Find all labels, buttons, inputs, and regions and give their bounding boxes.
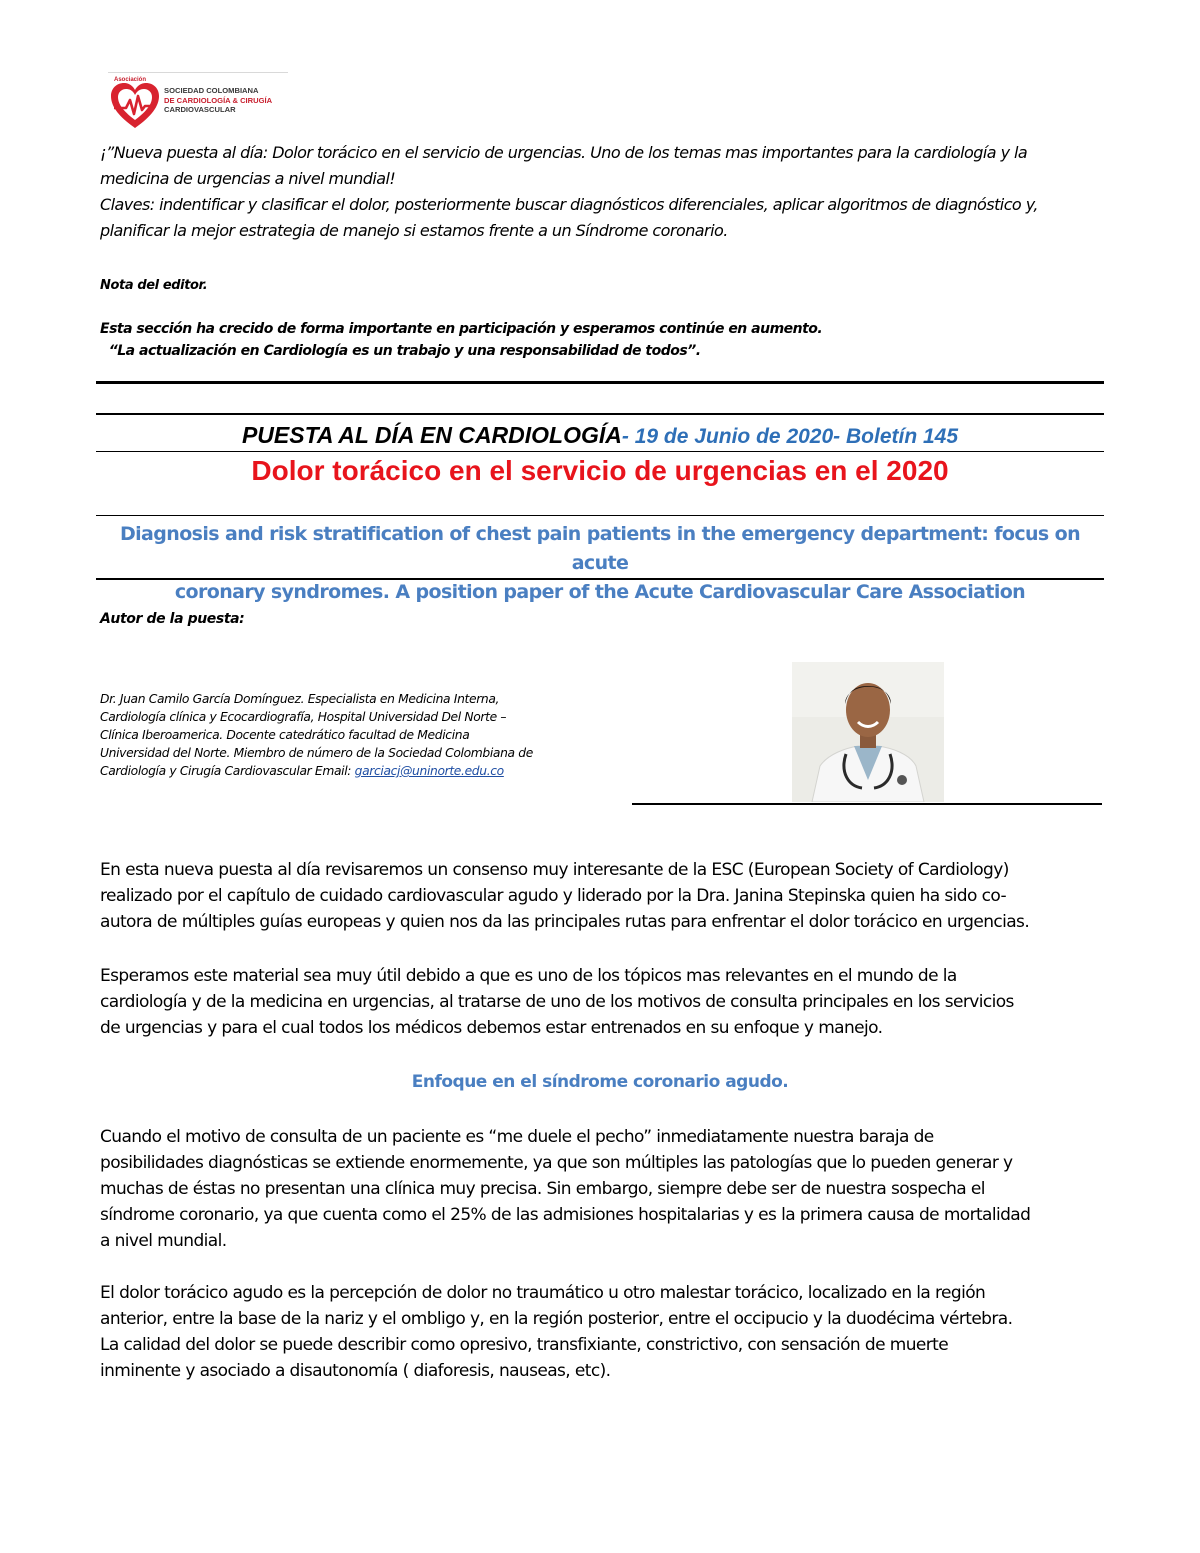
- body-line: La calidad del dolor se puede describir como opresivo, transfixiante, constrictivo, con sensación de muerte: [100, 1335, 949, 1355]
- bulletin-date-issue: - 19 de Junio de 2020- Boletín 145: [621, 425, 959, 448]
- author-bio-line: Universidad del Norte. Miembro de número de la Sociedad Colombiana de: [100, 746, 533, 760]
- author-bio-line: [100, 762, 538, 780]
- body-line: autora de múltiples guías europeas y quien nos da las principales rutas para enfrentar el dolor torácico en urgencias.: [100, 912, 1030, 932]
- divider-rule: [96, 578, 1104, 580]
- body-line: a nivel mundial.: [100, 1231, 227, 1251]
- logo-association-label: Asociación: [114, 77, 147, 83]
- divider-rule: [96, 413, 1104, 415]
- body-line: síndrome coronario, ya que cuenta como el 25% de las admisiones hospitalarias y es la primera causa de mortalidad: [100, 1205, 1031, 1225]
- body-line: inminente y asociado a disautonomía ( diaforesis, nauseas, etc).: [100, 1361, 611, 1381]
- author-bio: [100, 690, 538, 780]
- logo-line-3: CARDIOVASCULAR: [164, 105, 236, 114]
- body-paragraph-3: [100, 1124, 1100, 1254]
- society-logo: [108, 72, 288, 136]
- intro-line: ¡”Nueva puesta al día: Dolor torácico en el servicio de urgencias. Uno de los temas mas importantes para la cardiología y la: [100, 143, 1028, 162]
- body-line: cardiología y de la medicina en urgencias, al tratarse de uno de los motivos de consulta principales en los servicios: [100, 992, 1014, 1012]
- body-line: El dolor torácico agudo es la percepción de dolor no traumático u otro malestar torácico, localizado en la región: [100, 1283, 986, 1303]
- divider-rule: [96, 515, 1104, 516]
- logo-wordmark: [164, 86, 272, 115]
- paper-title-line: coronary syndromes. A position paper of the Acute Cardiovascular Care Association: [174, 581, 1026, 603]
- body-line: Cuando el motivo de consulta de un paciente es “me duele el pecho” inmediatamente nuestra baraja de: [100, 1127, 934, 1147]
- intro-line: planificar la mejor estrategia de manejo si estamos frente a un Síndrome coronario.: [100, 221, 728, 240]
- author-bio-line: Dr. Juan Camilo García Domínguez. Especialista en Medicina Interna,: [100, 692, 500, 706]
- body-paragraph-1: [100, 857, 1100, 935]
- intro-text: [100, 140, 1100, 244]
- body-line: posibilidades diagnósticas se extiende enormemente, ya que son múltiples las patologías que lo pueden generar y: [100, 1153, 1013, 1173]
- author-bio-line: Clínica Iberoamerica. Docente catedrático facultad de Medicina: [100, 728, 470, 742]
- editor-note-line: Esta sección ha crecido de forma importante en participación y esperamos continúe en aumento.: [100, 321, 823, 337]
- editor-note-label: Nota del editor.: [100, 278, 208, 293]
- author-divider-rule: [632, 803, 1102, 805]
- divider-rule: [96, 381, 1104, 384]
- divider-rule: [96, 451, 1104, 452]
- intro-line: medicina de urgencias a nivel mundial!: [100, 169, 396, 188]
- heart-icon: [108, 80, 162, 132]
- logo-line-2: DE CARDIOLOGÍA & CIRUGÍA: [164, 95, 273, 105]
- body-line: anterior, entre la base de la nariz y el ombligo y, en la región posterior, entre el occipucio y la duodécima vértebra.: [100, 1309, 1013, 1329]
- logo-line-1: SOCIEDAD COLOMBIANA: [164, 86, 259, 95]
- author-bio-line: Cardiología clínica y Ecocardiografía, Hospital Universidad Del Norte –: [100, 710, 507, 724]
- section-heading: Enfoque en el síndrome coronario agudo.: [411, 1072, 789, 1092]
- body-line: Esperamos este material sea muy útil debido a que es uno de los tópicos mas relevantes en el mundo de la: [100, 966, 957, 986]
- body-paragraph-4: [100, 1280, 1100, 1384]
- editor-note-line: “La actualización en Cardiología es un trabajo y una responsabilidad de todos”.: [100, 343, 701, 359]
- body-line: muchas de éstas no presentan una clínica muy precisa. Sin embargo, siempre debe ser de nuestra sospecha el: [100, 1179, 985, 1199]
- bulletin-header: [96, 422, 1104, 449]
- body-line: En esta nueva puesta al día revisaremos un consenso muy interesante de la ESC (European Society of Cardiology): [100, 860, 1009, 880]
- author-email-link[interactable]: garciacj@uninorte.edu.co: [354, 764, 504, 778]
- author-label: Autor de la puesta:: [100, 611, 245, 627]
- bulletin-headline: Dolor torácico en el servicio de urgencias en el 2020: [251, 455, 949, 486]
- paper-title: [96, 520, 1104, 607]
- body-paragraph-2: [100, 963, 1100, 1041]
- body-line: realizado por el capítulo de cuidado cardiovascular agudo y liderado por la Dra. Janina Stepinska quien ha sido co-: [100, 886, 1006, 906]
- paper-title-line: Diagnosis and risk stratification of chest pain patients in the emergency department: focus on acute: [119, 523, 1081, 574]
- editor-note-body: [100, 318, 822, 362]
- doctor-portrait-image: [792, 662, 944, 802]
- logo-divider: [108, 72, 288, 73]
- author-bio-line-text: Cardiología y Cirugía Cardiovascular Email:: [100, 764, 352, 778]
- bulletin-section-title: PUESTA AL DÍA EN CARDIOLOGÍA: [241, 422, 622, 448]
- body-line: de urgencias y para el cual todos los médicos debemos estar entrenados en su enfoque y manejo.: [100, 1018, 883, 1038]
- intro-line: Claves: indentificar y clasificar el dolor, posteriormente buscar diagnósticos diferenciales, aplicar algoritmos de diagnóstico y,: [100, 195, 1038, 214]
- author-photo: [792, 662, 944, 802]
